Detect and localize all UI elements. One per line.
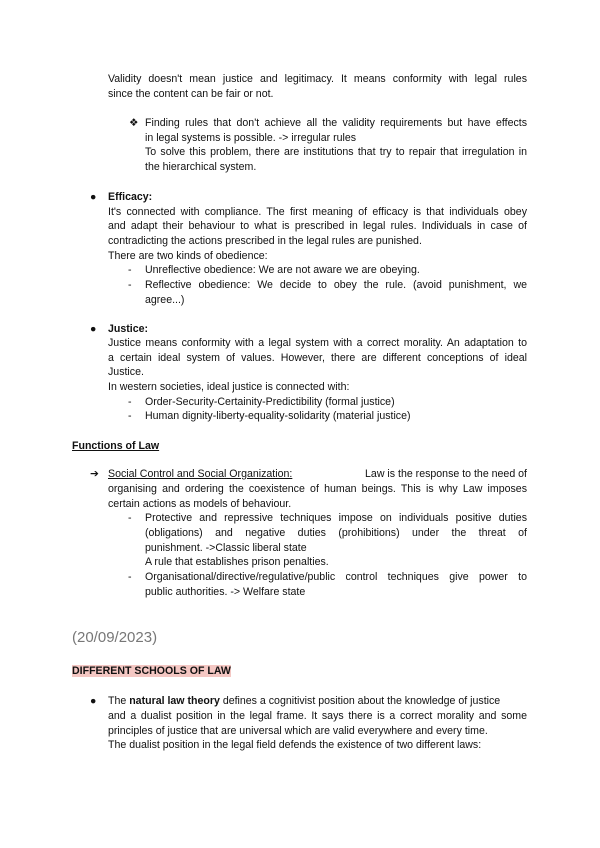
functions-item-2: Organisational/directive/regulative/public control techniques give power to [145,571,527,583]
validity-sub-line-2: in legal systems is possible. -> irregular rules [145,132,357,144]
dash-bullet-icon: - [128,264,132,276]
functions-heading: Functions of Law [72,440,160,452]
round-bullet-icon: ● [90,191,97,203]
schools-line-1 [108,694,527,709]
dash-bullet-icon: - [128,396,132,408]
justice-line-3: Justice. [108,366,144,378]
validity-sub-line-4: the hierarchical system. [145,161,257,173]
social-control-label: Social Control and Social Organization: [108,468,293,480]
round-bullet-icon: ● [90,695,97,707]
efficacy-item-1: Unreflective obedience: We are not aware we are obeying. [145,264,420,276]
diamond-bullet-icon: ❖ [129,117,139,129]
efficacy-item-2-cont: agree...) [145,294,185,306]
validity-sub-line-1: Finding rules that don't achieve all the validity requirements but have effects [145,117,527,129]
functions-item-2-cont: public authorities. -> Welfare state [145,586,306,598]
dash-bullet-icon: - [128,571,132,583]
functions-item-1-example: A rule that establishes prison penalties. [145,556,329,568]
efficacy-line-2: and adapt their behaviour to what is prescribed in legal rules. Individuals in case of [108,220,527,232]
schools-heading [72,664,231,679]
functions-item-1-cont2: punishment. ->Classic liberal state [145,542,307,554]
justice-line-2: a certain ideal system of values. However, there are different conceptions of ideal [108,352,527,364]
functions-line-1-rest: Law is the response to the need of [362,468,527,480]
schools-line-2: and a dualist position in the legal frame. It says there is a correct morality and some [108,710,527,722]
natural-law-term: natural law theory [129,695,220,707]
dash-bullet-icon: - [128,410,132,422]
efficacy-item-2: Reflective obedience: We decide to obey the rule. (avoid punishment, we [145,279,527,291]
functions-item-1: Protective and repressive techniques impose on individuals positive duties [145,512,527,524]
justice-line-1: Justice means conformity with a legal system with a correct morality. An adaptation to [108,337,527,349]
schools-line-4: The dualist position in the legal field defends the existence of two different laws: [108,739,482,751]
functions-line-2: organising and ordering the coexistence of human beings. This is why Law imposes [108,483,527,495]
functions-line-3: certain actions as models of behaviour. [108,498,292,510]
schools-intro-post: defines a cognitivist position about the knowledge of justice [219,695,501,707]
functions-item-1-cont: (obligations) and negative duties (prohibitions) under the threat of [145,527,527,539]
efficacy-line-3: contradicting the actions prescribed in the legal rules are punished. [108,235,422,247]
arrow-right-icon: ➔ [90,468,99,480]
dash-bullet-icon: - [128,512,132,524]
justice-line-4: In western societies, ideal justice is connected with: [108,381,350,393]
functions-line-1 [108,467,527,482]
justice-item-2: Human dignity-liberty-equality-solidarity (material justice) [145,410,411,422]
efficacy-heading: Efficacy: [108,191,153,203]
date-heading: (20/09/2023) [72,629,158,646]
validity-line-1: Validity doesn't mean justice and legitimacy. It means conformity with legal rules [108,73,527,85]
schools-intro-pre: The [108,695,130,707]
justice-item-1: Order-Security-Certainity-Predictibility (formal justice) [145,396,395,408]
justice-heading: Justice: [108,323,149,335]
validity-line-2: since the content can be fair or not. [108,88,274,100]
efficacy-line-1: It's connected with compliance. The first meaning of efficacy is that individuals obey [108,206,527,218]
efficacy-line-4: There are two kinds of obedience: [108,250,268,262]
dash-bullet-icon: - [128,279,132,291]
validity-sub-line-3: To solve this problem, there are institutions that try to repair that irregulation in [145,146,527,158]
round-bullet-icon: ● [90,323,97,335]
schools-line-3: principles of justice that are universal which are valid everywhere and every time. [108,725,488,737]
schools-heading-text: DIFFERENT SCHOOLS OF LAW [72,665,231,677]
